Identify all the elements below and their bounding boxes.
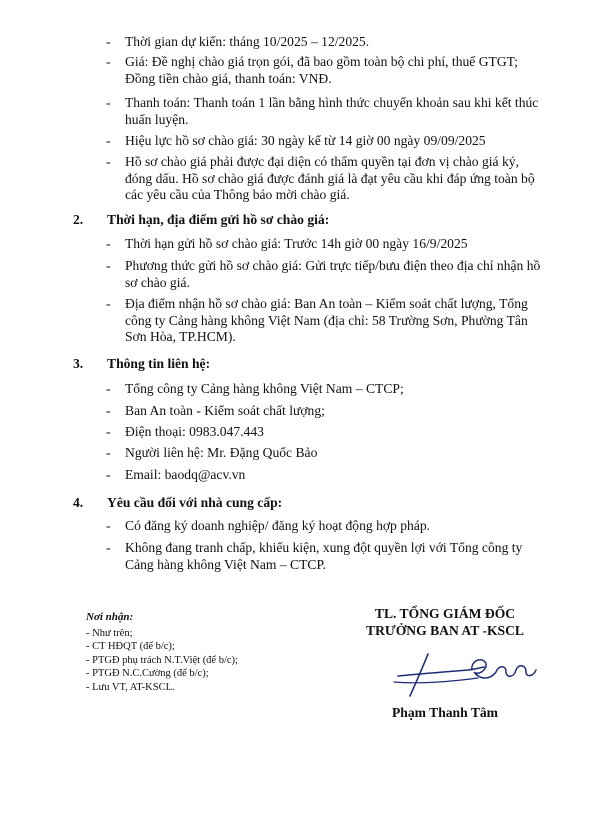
list-item — [106, 133, 546, 150]
section-title: Yêu cầu đối với nhà cung cấp: — [107, 495, 283, 510]
list-item-text: Phương thức gửi hồ sơ chào giá: Gửi trực tiếp/bưu điện theo địa chỉ nhận hồ sơ chào giá. — [125, 258, 541, 290]
bullet-dash: - — [106, 236, 111, 251]
bullet-dash: - — [106, 258, 111, 273]
bullet-dash: - — [106, 381, 111, 396]
bullet-dash: - — [106, 95, 111, 110]
list-item-text: Thời hạn gửi hồ sơ chào giá: Trước 14h giờ 00 ngày 16/9/2025 — [125, 236, 468, 251]
recipients-block — [86, 611, 316, 695]
list-item — [106, 258, 546, 291]
recipients-label: Nơi nhận: — [86, 611, 134, 623]
handwritten-signature — [388, 650, 538, 700]
bullet-dash: - — [106, 403, 111, 418]
list-item — [106, 445, 546, 462]
section-number: 3. — [73, 356, 84, 371]
recipient-item: - Như trên; — [86, 627, 133, 639]
list-item-text: Điện thoại: 0983.047.443 — [125, 424, 264, 439]
list-item — [106, 34, 546, 51]
signer-name: Phạm Thanh Tâm — [391, 705, 499, 720]
bullet-dash: - — [106, 154, 111, 169]
bullet-dash: - — [106, 54, 111, 69]
bullet-dash: - — [106, 424, 111, 439]
section-number: 2. — [73, 212, 84, 227]
list-item-text: Không đang tranh chấp, khiếu kiện, xung đột quyền lợi với Tổng công ty Cảng hàng không Việt Nam – CTCP. — [125, 540, 523, 572]
list-item — [106, 381, 546, 398]
signature-title-line: TL. TỔNG GIÁM ĐỐC — [374, 606, 516, 621]
recipient-item: - PTGĐ N.C.Cường (để b/c); — [86, 668, 209, 680]
list-item-text: Thời gian dự kiến: tháng 10/2025 – 12/2025. — [125, 34, 370, 49]
section-title: Thông tin liên hệ: — [107, 356, 211, 371]
list-item-text: Ban An toàn - Kiểm soát chất lượng; — [125, 403, 325, 418]
list-item — [106, 403, 546, 420]
list-item-text: Địa điểm nhận hồ sơ chào giá: Ban An toàn – Kiểm soát chất lượng, Tổng công ty Cảng hàng không Việt Nam (địa chỉ: 58 Trường Sơn, Phường Tân Sơn Hòa, TP.HCM). — [125, 296, 528, 344]
bullet-dash: - — [106, 540, 111, 555]
list-item — [106, 95, 546, 128]
bullet-dash: - — [106, 34, 111, 49]
bullet-dash: - — [106, 518, 111, 533]
list-item — [106, 236, 546, 253]
bullet-dash: - — [106, 133, 111, 148]
recipient-item: - PTGĐ phụ trách N.T.Việt (để b/c); — [86, 654, 238, 666]
signature-title-line: TRƯỞNG BAN AT -KSCL — [366, 622, 524, 638]
list-item — [106, 154, 546, 204]
bullet-dash: - — [106, 296, 111, 311]
list-item — [106, 518, 546, 535]
recipient-item: - Lưu VT, AT-KSCL. — [86, 681, 175, 693]
list-item — [106, 54, 546, 87]
recipient-item: - CT HĐQT (để b/c); — [86, 641, 175, 653]
bullet-dash: - — [106, 445, 111, 460]
list-item-text: Hồ sơ chào giá phải được đại diện có thẩm quyền tại đơn vị chào giá ký, đóng dấu. Hồ sơ chào giá được đánh giá là đạt yêu cầu khi đáp ứng toàn bộ các yêu cầu của Thông báo mời chào giá. — [125, 154, 535, 202]
signature-title-block — [340, 606, 550, 639]
list-item — [106, 467, 546, 484]
list-item-text: Thanh toán: Thanh toán 1 lần bằng hình thức chuyển khoản sau khi kết thúc huấn luyện. — [125, 95, 539, 127]
list-item-text: Giá: Đề nghị chào giá trọn gói, đã bao gồm toàn bộ chi phí, thuế GTGT; Đồng tiền chào giá, thanh toán: VNĐ. — [125, 54, 519, 86]
list-item-text: Tổng công ty Cảng hàng không Việt Nam – CTCP; — [125, 381, 404, 396]
list-item — [106, 424, 546, 441]
bullet-dash: - — [106, 467, 111, 482]
list-item — [106, 540, 546, 573]
section-title: Thời hạn, địa điểm gửi hồ sơ chào giá: — [107, 212, 330, 227]
list-item-text: Có đăng ký doanh nghiệp/ đăng ký hoạt động hợp pháp. — [125, 518, 431, 533]
list-item-text: Hiệu lực hồ sơ chào giá: 30 ngày kể từ 14 giờ 00 ngày 09/09/2025 — [125, 133, 486, 148]
list-item-text: Người liên hệ: Mr. Đặng Quốc Bảo — [125, 445, 318, 460]
list-item-text: Email: baodq@acv.vn — [125, 467, 246, 482]
section-number: 4. — [73, 495, 84, 510]
list-item — [106, 296, 546, 346]
